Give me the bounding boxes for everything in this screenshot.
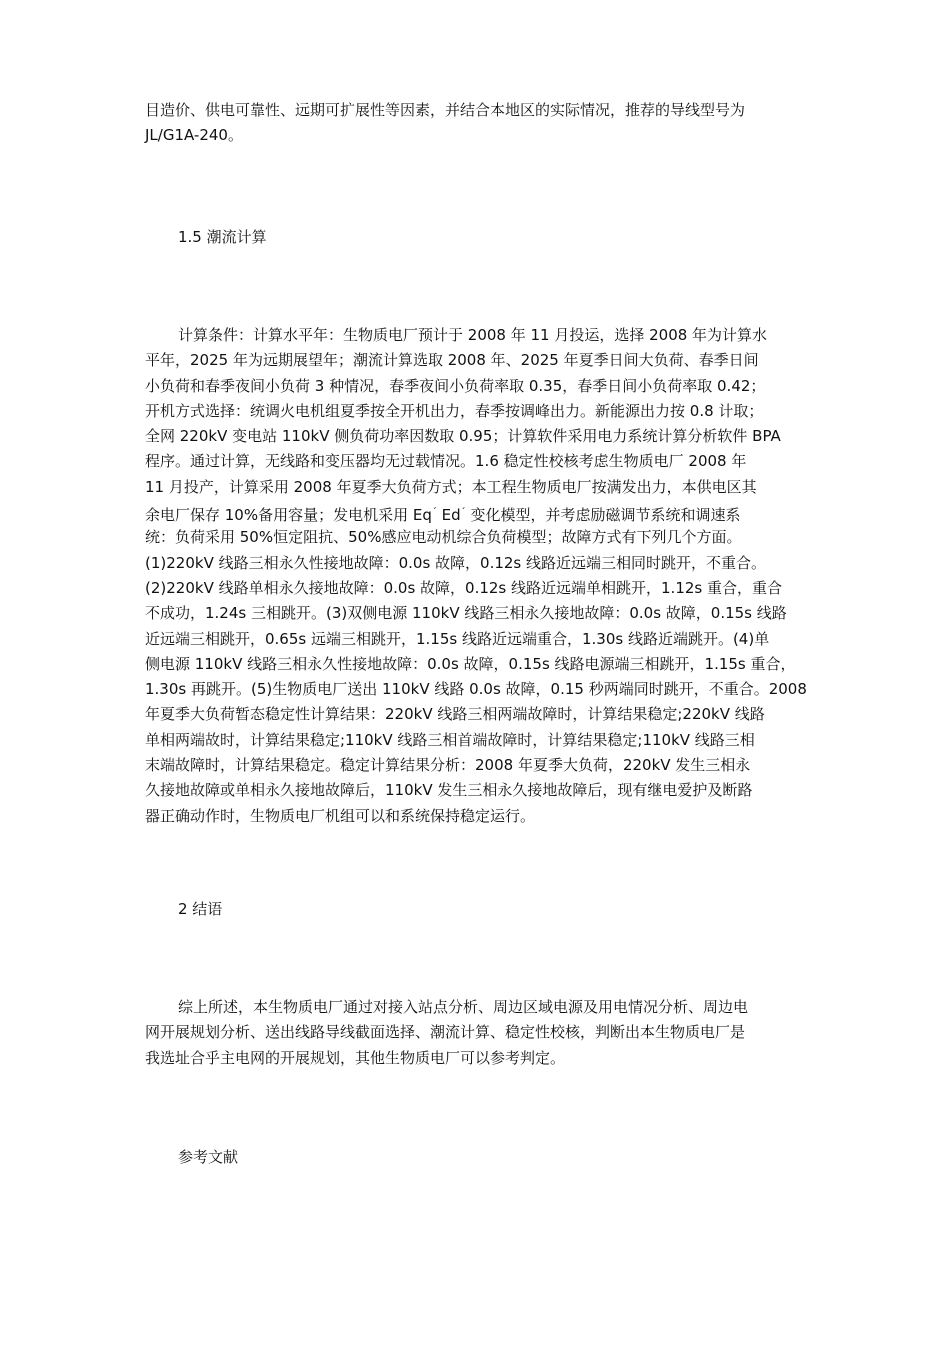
references-heading: 参考文献 [178, 1148, 239, 1166]
text-line: 小负荷和春季夜间小负荷 3 种情况，春季夜间小负荷率取 0.35，春季日间小负荷率取 0.42； [145, 376, 766, 395]
text-line: 单相两端故时，计算结果稳定;110kV 线路三相首端故障时，计算结果稳定;110kV 线路三相 [145, 730, 755, 749]
text-line: 近远端三相跳开，0.65s 远端三相跳开，1.15s 线路近远端重合，1.30s 线路近端跳开。(4)单 [145, 629, 770, 648]
section-heading-2: 2 结语 [178, 900, 223, 918]
text-line: JL/G1A-240。 [145, 126, 243, 145]
text-line: 全网 220kV 变电站 110kV 侧负荷功率因数取 0.95；计算软件采用电力系统计算分析软件 BPA [145, 427, 781, 446]
text-segment: 余电厂保存 10%备用容量；发电机采用 Eq [145, 506, 432, 525]
text-line: 综上所述，本生物质电厂通过对接入站点分析、周边区域电源及用电情况分析、周边电 [178, 998, 749, 1016]
text-line: 11 月投产，计算采用 2008 年夏季大负荷方式；本工程生物质电厂按满发出力，本供电区其 [145, 477, 757, 496]
text-line: 平年，2025 年为远期展望年；潮流计算选取 2008 年、2025 年夏季日间大负荷、春季日间 [145, 351, 759, 370]
text-line: 末端故障时，计算结果稳定。稳定计算结果分析：2008 年夏季大负荷，220kV 发生三相永 [145, 756, 751, 775]
prime-mark: ˊ [431, 507, 437, 519]
text-segment: 变化模型，并考虑励磁调节系统和调速系 [470, 506, 741, 525]
text-line: 年夏季大负荷暂态稳定性计算结果：220kV 线路三相两端故障时，计算结果稳定;220kV 线路 [145, 705, 765, 724]
text-line: 器正确动作时，生物质电厂机组可以和系统保持稳定运行。 [145, 806, 536, 825]
text-line: 目造价、供电可靠性、远期可扩展性等因素，并结合本地区的实际情况，推荐的导线型号为 [145, 101, 746, 119]
text-line: 1.30s 再跳开。(5)生物质电厂送出 110kV 线路 0.0s 故障，0.15 秒两端同时跳开，不重合。2008 [145, 680, 807, 699]
text-line: 计算条件：计算水平年：生物质电厂预计于 2008 年 11 月投运，选择 2008 年为计算水 [178, 326, 768, 344]
text-line: (1)220kV 线路三相永久性接地故障：0.0s 故障，0.12s 线路近远端三相同时跳开，不重合。 [145, 553, 767, 572]
text-line: 统：负荷采用 50%恒定阻抗、50%感应电动机综合负荷模型；故障方式有下列几个方面。 [145, 528, 742, 547]
text-line: 开机方式选择：统调火电机组夏季按全开机出力，春季按调峰出力。新能源出力按 0.8 计取； [145, 401, 764, 420]
prime-mark: ˊ [460, 507, 466, 519]
section-heading-1-5: 1.5 潮流计算 [178, 228, 267, 246]
text-line: (2)220kV 线路单相永久接地故障：0.0s 故障，0.12s 线路近远端单相跳开，1.12s 重合，重合 [145, 578, 782, 597]
conclusion-paragraph [145, 995, 835, 1071]
text-segment: Ed [441, 506, 461, 525]
calc-paragraph [145, 323, 835, 829]
text-line: 久接地故障或单相永久接地故障后，110kV 发生三相永久接地故障后，现有继电爱护及断路 [145, 781, 753, 800]
text-line: 网开展规划分析、送出线路导线截面选择、潮流计算、稳定性校核，判断出本生物质电厂是 [145, 1023, 746, 1042]
text-line: 侧电源 110kV 线路三相永久性接地故障：0.0s 故障，0.15s 线路电源端三相跳开，1.15s 重合， [145, 654, 796, 673]
text-line: 我选址合乎主电网的开展规划，其他生物质电厂可以参考判定。 [145, 1048, 566, 1067]
text-line: 不成功，1.24s 三相跳开。(3)双侧电源 110kV 线路三相永久接地故障：0.0s 故障，0.15s 线路 [145, 604, 787, 623]
text-line-with-prime [145, 500, 835, 525]
text-line: 程序。通过计算，无线路和变压器均无过载情况。1.6 稳定性校核考虑生物质电厂 2008 年 [145, 452, 747, 471]
intro-paragraph [145, 98, 835, 149]
